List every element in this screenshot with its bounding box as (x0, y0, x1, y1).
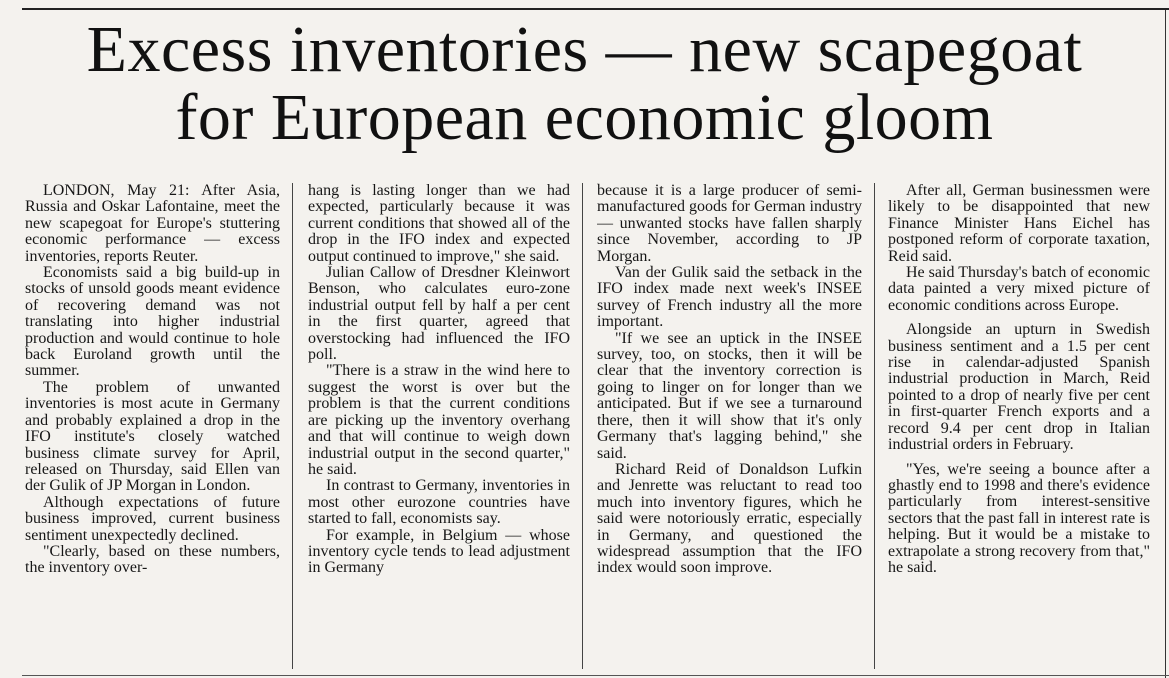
paragraph: "If we see an uptick in the INSEE survey, too, on stocks, then it will be clear that the inventory correction is going to linger on for longer than we anticipated. But if we see a turnaround there, then it will show that it's only Germany that's lagging behind," she said. (597, 329, 862, 462)
paragraph: LONDON, May 21: After Asia, Russia and Oskar Lafontaine, meet the new scapegoat for Europe's stuttering economic performance — excess inventories, reports Reuter. (25, 183, 280, 265)
article-column-1 (25, 183, 280, 673)
paragraph: "Yes, we're seeing a bounce after a ghastly end to 1998 and there's evidence particularly from interest-sensitive sectors that the past fall in interest rate is helping. But it would be a mistake to extrapolate a strong recovery from that," he said. (888, 460, 1150, 576)
paragraph: Richard Reid of Donaldson Lufkin and Jenrette was reluctant to read too much into inventory figures, which he said were notoriously erratic, especially in Germany, and questioned the widespread assumption that the IFO index would soon improve. (597, 460, 862, 577)
paragraph: "There is a straw in the wind here to suggest the worst is over but the problem is that the current conditions are picking up the inventory overhang and that will continue to weigh down industrial output in the second quarter," he said. (308, 362, 570, 478)
paragraph: Julian Callow of Dresdner Kleinwort Benson, who calculates euro-zone industrial output fell by half a per cent in the first quarter, agreed that overstocking had influenced the IFO poll. (308, 264, 570, 364)
article-body (0, 183, 1169, 673)
article-column-3 (597, 183, 862, 673)
paragraph: After all, German businessmen were likely to be disappointed that new Finance Minister Hans Eichel has postponed reform of corporate taxation, Reid said. (888, 183, 1150, 265)
column-divider (874, 183, 875, 669)
paragraph: The problem of unwanted inventories is most acute in Germany and probably explained a drop in the IFO institute's closely watched business climate survey for April, released on Thursday, said Ellen van der Gulik of JP Morgan in London. (25, 378, 280, 495)
article-column-2 (308, 183, 570, 673)
paragraph: because it is a large producer of semi-manufactured goods for German industry — unwanted stocks have fallen sharply since November, according to JP Morgan. (597, 183, 862, 265)
paragraph: In contrast to Germany, inventories in most other eurozone countries have started to fall, economists say. (308, 477, 570, 528)
paragraph: Alongside an upturn in Swedish business sentiment and a 1.5 per cent rise in calendar-adjusted Spanish industrial production in March, Reid pointed to a drop of nearly five per cent in first-quarter French exports and a record 9.4 per cent drop in Italian industrial orders in February. (888, 321, 1150, 454)
paragraph: He said Thursday's batch of economic data painted a very mixed picture of economic conditions across Europe. (888, 264, 1150, 314)
paragraph: Although expectations of future business improved, current business sentiment unexpectedly declined. (25, 493, 280, 544)
paragraph: Van der Gulik said the setback in the IFO index made next week's INSEE survey of French industry all the more important. (597, 264, 862, 331)
top-rule (22, 8, 1169, 10)
headline (0, 13, 1169, 154)
column-divider (292, 183, 293, 669)
paragraph: "Clearly, based on these numbers, the inventory over- (25, 542, 280, 577)
headline-line-2: for European economic gloom (175, 81, 994, 154)
column-divider (582, 183, 583, 669)
headline-line-1: Excess inventories — new scapegoat (86, 13, 1083, 86)
paragraph: hang is lasting longer than we had expected, particularly because it was current conditions that showed all of the drop in the IFO index and expected output continued to improve," she said. (308, 183, 570, 265)
paragraph: Economists said a big build-up in stocks of unsold goods meant evidence of recovering demand was not translating into higher industrial production and would continue to hole back Euroland growth until the summer. (25, 264, 280, 380)
article-column-4 (888, 183, 1150, 673)
paragraph: For example, in Belgium — whose inventory cycle tends to lead adjustment in Germany (308, 526, 570, 577)
bottom-rule (22, 675, 1169, 676)
